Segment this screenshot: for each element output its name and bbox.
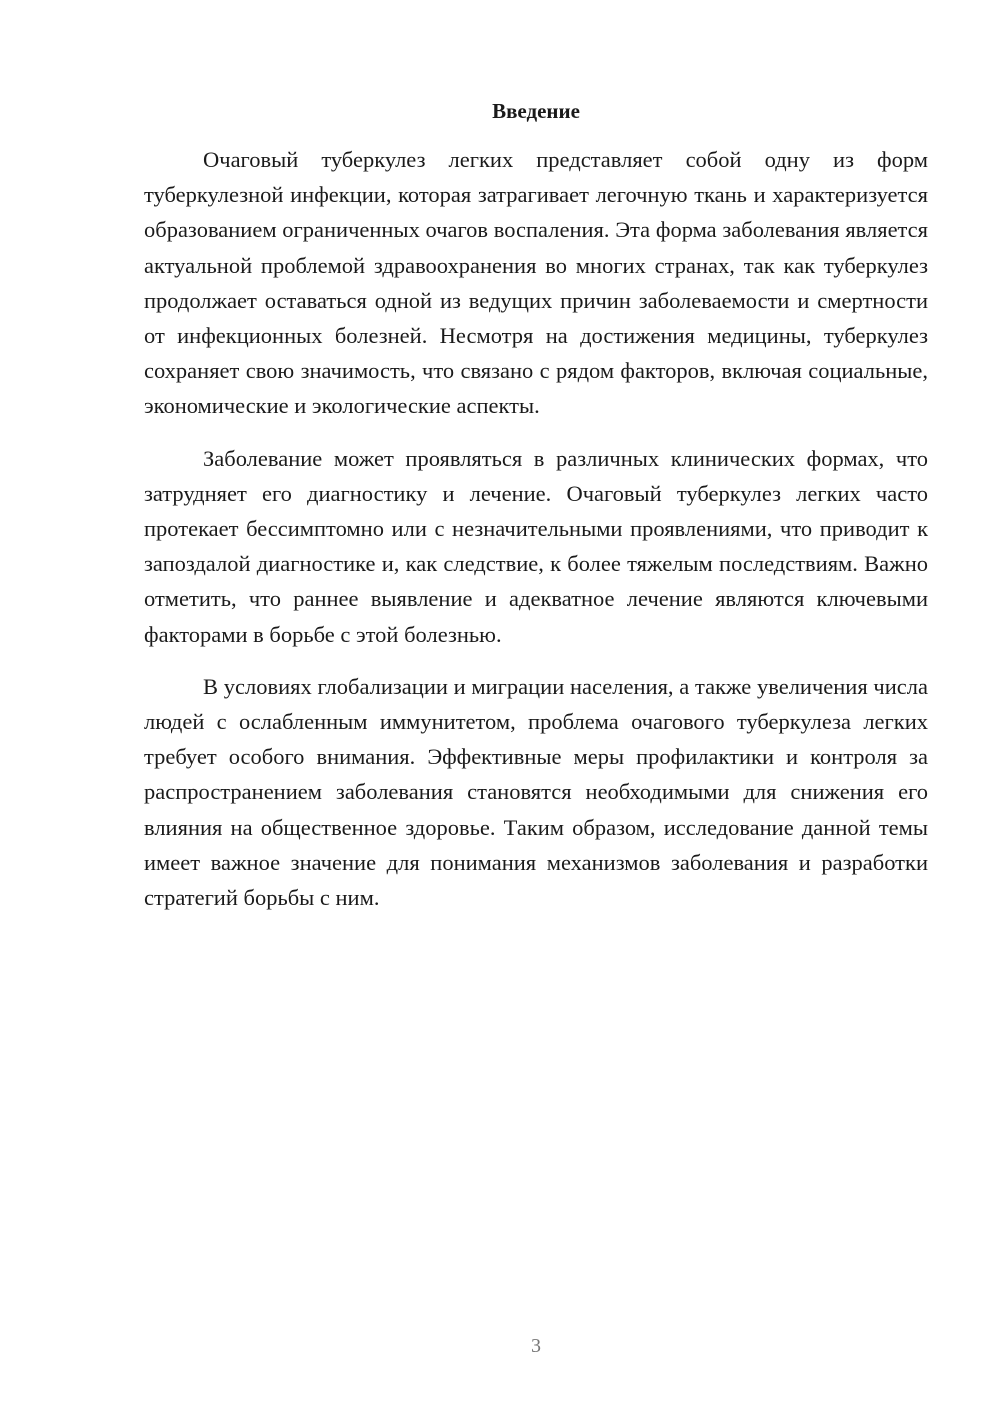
document-body xyxy=(144,142,928,932)
paragraph-2: Заболевание может проявляться в различных клинических формах, что затрудняет его диагностику и лечение. Очаговый туберкулез легких часто протекает бессимптомно или с незначительными проявлениями, что приводит к запоздалой диагностике и, как следствие, к более тяжелым последствиям. Важно отметить, что раннее выявление и адекватное лечение являются ключевыми факторами в борьбе с этой болезнью. xyxy=(144,445,928,647)
section-title: Введение xyxy=(492,99,580,123)
paragraph-1: Очаговый туберкулез легких представляет собой одну из форм туберкулезной инфекции, которая затрагивает легочную ткань и характеризуется образованием ограниченных очагов воспаления. Эта форма заболевания является актуальной проблемой здравоохранения во многих странах, так как туберкулез продолжает оставаться одной из ведущих причин заболеваемости и смертности от инфекционных болезней. Несмотря на достижения медицины, туберкулез сохраняет свою значимость, что связано с рядом факторов, включая социальные, экономические и экологические аспекты. xyxy=(144,147,928,419)
page-number: 3 xyxy=(531,1335,541,1357)
paragraph-3: В условиях глобализации и миграции населения, а также увеличения числа людей с ослабленным иммунитетом, проблема очагового туберкулеза легких требует особого внимания. Эффективные меры профилактики и контроля за распространением заболевания становятся необходимыми для снижения его влияния на общественное здоровье. Таким образом, исследование данной темы имеет важное значение для понимания механизмов заболевания и разработки стратегий борьбы с ним. xyxy=(144,673,928,911)
